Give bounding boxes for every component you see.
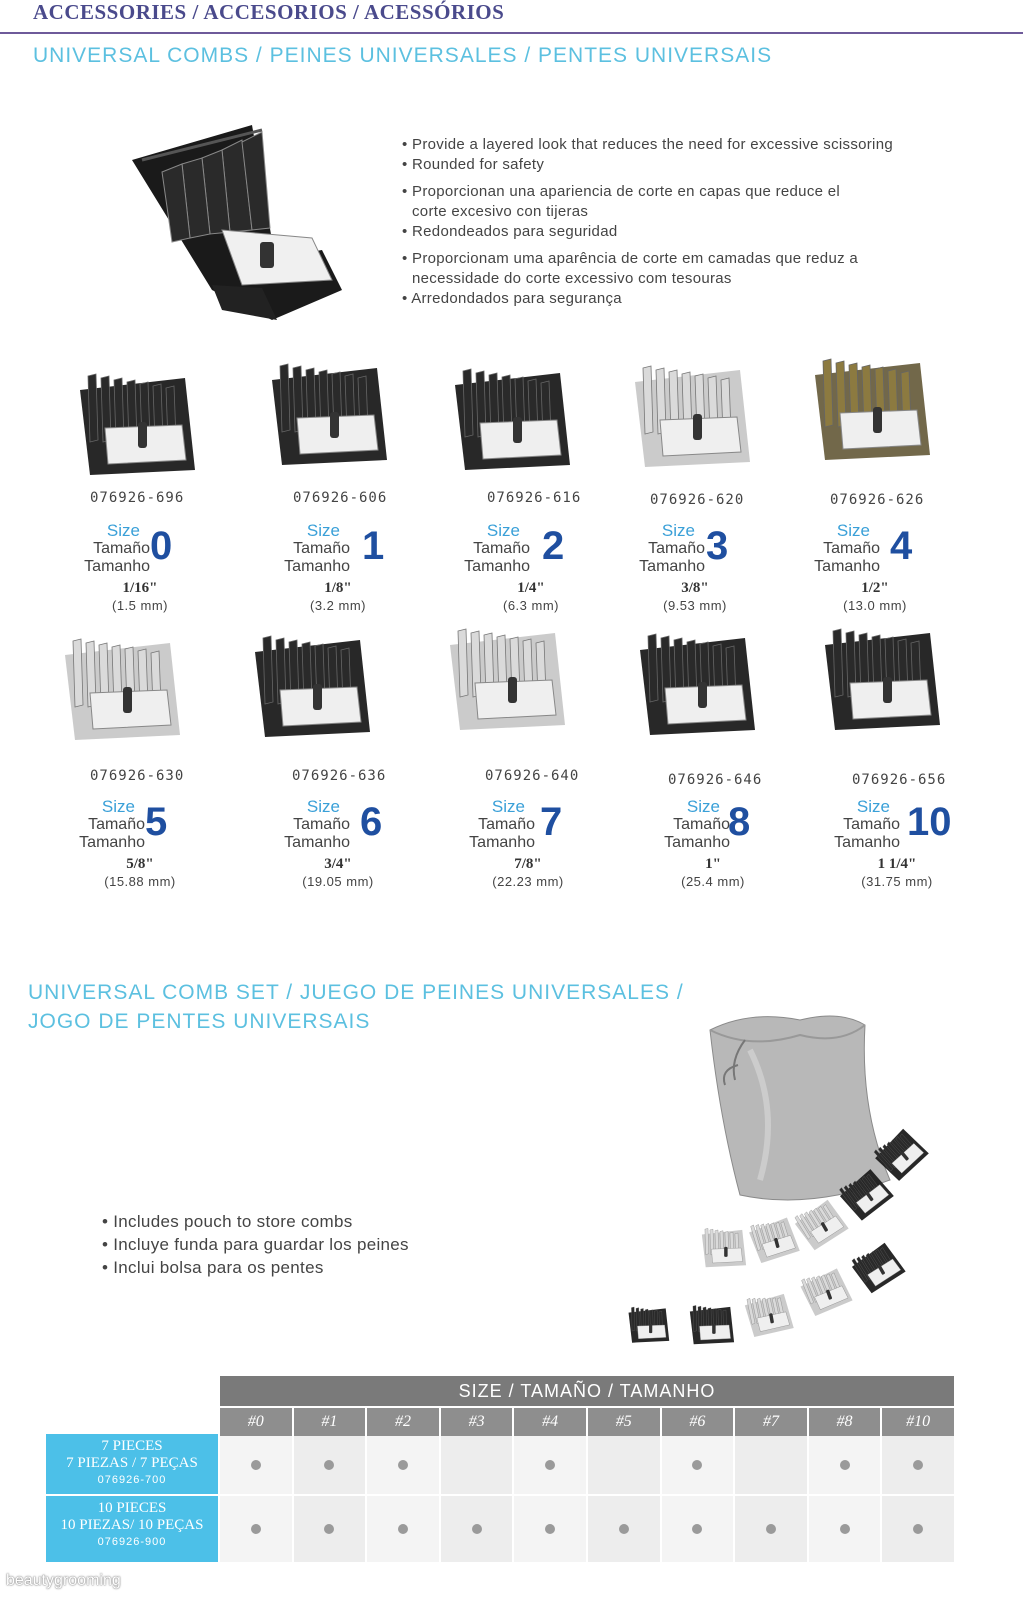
comb-sku: 076926-636 (292, 768, 387, 784)
bullet-set-2: • Incluye funda para guardar los peines (102, 1235, 409, 1254)
section1-bullets (402, 135, 893, 316)
included-dot-icon (545, 1460, 555, 1470)
included-dot-icon (251, 1460, 261, 1470)
size-label: Size Tamaño Tamanho (814, 521, 880, 575)
size-number: 10 (907, 800, 952, 844)
size-label: Size Tamaño Tamanho (79, 797, 145, 851)
size-label: Size Tamaño Tamanho (664, 797, 730, 851)
table-row-10-pieces (220, 1496, 954, 1562)
table-column-header: #7 (735, 1408, 809, 1436)
included-dot-icon (398, 1524, 408, 1534)
comb-sku: 076926-696 (90, 490, 185, 506)
size-inches: 1/16" (122, 580, 158, 596)
table-cell (588, 1496, 662, 1562)
size-mm: (9.53 mm) (663, 598, 727, 613)
bullet-set-3: • Inclui bolsa para os pentes (102, 1258, 324, 1277)
comb-sku: 076926-616 (487, 490, 582, 506)
comb-sku: 076926-606 (293, 490, 388, 506)
size-inches: 5/8" (126, 856, 154, 872)
comb-set-piece (625, 1290, 671, 1360)
table-cell (882, 1496, 954, 1562)
included-dot-icon (398, 1460, 408, 1470)
table-column-header: #5 (588, 1408, 662, 1436)
size-label: Size Tamaño Tamanho (469, 797, 535, 851)
size-inches: 1/2" (861, 580, 889, 596)
included-dot-icon (840, 1524, 850, 1534)
size-label: Size Tamaño Tamanho (84, 521, 150, 575)
row-label-7-pieces: 7 PIECES 7 PIEZAS / 7 PEÇAS 076926-700 (46, 1434, 218, 1494)
size-mm: (31.75 mm) (861, 874, 933, 889)
watermark: beautygrooming (6, 1572, 121, 1589)
size-mm: (19.05 mm) (302, 874, 374, 889)
size-label: Size Tamaño Tamanho (284, 521, 350, 575)
section-title-comb-set: UNIVERSAL COMB SET / JUEGO DE PEINES UNIVERSALES / JOGO DE PENTES UNIVERSAIS (28, 981, 684, 1033)
comb-image-size-10 (815, 625, 945, 735)
size-mm: (1.5 mm) (112, 598, 168, 613)
included-dot-icon (913, 1524, 923, 1534)
section-title-universal-combs: UNIVERSAL COMBS / PEINES UNIVERSALES / PENTES UNIVERSAIS (33, 44, 773, 67)
size-number: 3 (706, 524, 729, 568)
size-number: 8 (728, 800, 751, 844)
size-mm: (3.2 mm) (310, 598, 366, 613)
size-label: Size Tamaño Tamanho (639, 521, 705, 575)
comb-image-size-0 (70, 370, 200, 480)
size-inches: 1/4" (517, 580, 545, 596)
included-dot-icon (913, 1460, 923, 1470)
comb-sku: 076926-656 (852, 772, 947, 788)
size-mm: (13.0 mm) (843, 598, 907, 613)
size-inches: 1" (705, 856, 721, 872)
table-cell (294, 1436, 368, 1494)
bullet-es-1b: corte excesivo con tijeras (412, 203, 589, 220)
header-rule (0, 32, 1023, 34)
comb-sku: 076926-640 (485, 768, 580, 784)
comb-sku: 076926-620 (650, 492, 745, 508)
table-cell (809, 1496, 883, 1562)
bullet-en-2: • Rounded for safety (402, 156, 545, 173)
included-dot-icon (692, 1524, 702, 1534)
table-cell (514, 1496, 588, 1562)
comb-set-piece (686, 1295, 736, 1355)
bullet-pt-2: • Arredondados para segurança (402, 290, 622, 307)
comb-image-size-4 (805, 355, 935, 465)
table-cell (735, 1496, 809, 1562)
table-cell (294, 1496, 368, 1562)
hero-comb-image (112, 120, 352, 320)
comb-sku: 076926-626 (830, 492, 925, 508)
size-number: 7 (540, 800, 563, 844)
table-column-headers (220, 1408, 954, 1436)
size-inches: 1 1/4" (877, 856, 917, 872)
comb-image-size-8 (630, 630, 760, 740)
table-column-header: #0 (220, 1408, 294, 1436)
included-dot-icon (324, 1460, 334, 1470)
size-inches: 3/4" (324, 856, 352, 872)
page-header: ACCESSORIES / ACCESORIOS / ACESSÓRIOS (33, 0, 505, 24)
size-inches: 7/8" (514, 856, 542, 872)
bullet-set-1: • Includes pouch to store combs (102, 1212, 353, 1231)
size-number: 1 (362, 524, 385, 568)
included-dot-icon (766, 1524, 776, 1534)
comb-sku: 076926-630 (90, 768, 185, 784)
comb-image-size-2 (445, 365, 575, 475)
table-cell (514, 1436, 588, 1494)
size-mm: (15.88 mm) (104, 874, 176, 889)
table-column-header: #10 (882, 1408, 954, 1436)
table-cell (809, 1436, 883, 1494)
table-cell (220, 1436, 294, 1494)
bullet-pt-1b: necessidade do corte excessivo com tesouras (412, 270, 732, 287)
comb-set-piece (738, 1281, 798, 1349)
size-inches: 3/8" (681, 580, 709, 596)
table-cell (367, 1496, 441, 1562)
comb-image-size-6 (245, 632, 375, 742)
table-column-header: #6 (662, 1408, 736, 1436)
section2-bullets (102, 1210, 409, 1279)
size-label: Size Tamaño Tamanho (464, 521, 530, 575)
table-header: SIZE / TAMAÑO / TAMANHO (220, 1376, 954, 1406)
table-cell (441, 1436, 515, 1494)
table-column-header: #8 (809, 1408, 883, 1436)
table-column-header: #1 (294, 1408, 368, 1436)
size-mm: (25.4 mm) (681, 874, 745, 889)
included-dot-icon (692, 1460, 702, 1470)
comb-image-size-3 (625, 362, 755, 472)
size-label: Size Tamaño Tamanho (834, 797, 900, 851)
included-dot-icon (545, 1524, 555, 1534)
table-column-header: #3 (441, 1408, 515, 1436)
table-column-header: #4 (514, 1408, 588, 1436)
included-dot-icon (840, 1460, 850, 1470)
size-label: Size Tamaño Tamanho (284, 797, 350, 851)
table-cell (882, 1436, 954, 1494)
comb-image-size-7 (440, 625, 570, 735)
included-dot-icon (251, 1524, 261, 1534)
size-number: 0 (150, 524, 173, 568)
table-cell (735, 1436, 809, 1494)
table-row-7-pieces (220, 1436, 954, 1494)
included-dot-icon (619, 1524, 629, 1534)
comb-image-size-5 (55, 635, 185, 745)
included-dot-icon (324, 1524, 334, 1534)
bullet-en-1: • Provide a layered look that reduces the need for excessive scissoring (402, 136, 893, 153)
table-cell (662, 1496, 736, 1562)
size-number: 5 (145, 800, 168, 844)
size-mm: (22.23 mm) (492, 874, 564, 889)
bullet-pt-1: • Proporcionam uma aparência de corte em camadas que reduz a (402, 250, 858, 267)
table-cell (588, 1436, 662, 1494)
table-cell (662, 1436, 736, 1494)
comb-set-piece (698, 1218, 748, 1278)
table-cell (441, 1496, 515, 1562)
size-mm: (6.3 mm) (503, 598, 559, 613)
table-cell (220, 1496, 294, 1562)
included-dot-icon (472, 1524, 482, 1534)
size-number: 4 (890, 524, 913, 568)
table-column-header: #2 (367, 1408, 441, 1436)
bullet-es-1: • Proporcionan una apariencia de corte en capas que reduce el (402, 183, 841, 200)
comb-image-size-1 (262, 360, 392, 470)
size-number: 2 (542, 524, 565, 568)
size-inches: 1/8" (324, 580, 352, 596)
comb-sku: 076926-646 (668, 772, 763, 788)
size-number: 6 (360, 800, 383, 844)
table-cell (367, 1436, 441, 1494)
bullet-es-2: • Redondeados para seguridad (402, 223, 618, 240)
row-label-10-pieces: 10 PIECES 10 PIEZAS/ 10 PEÇAS 076926-900 (46, 1496, 218, 1562)
